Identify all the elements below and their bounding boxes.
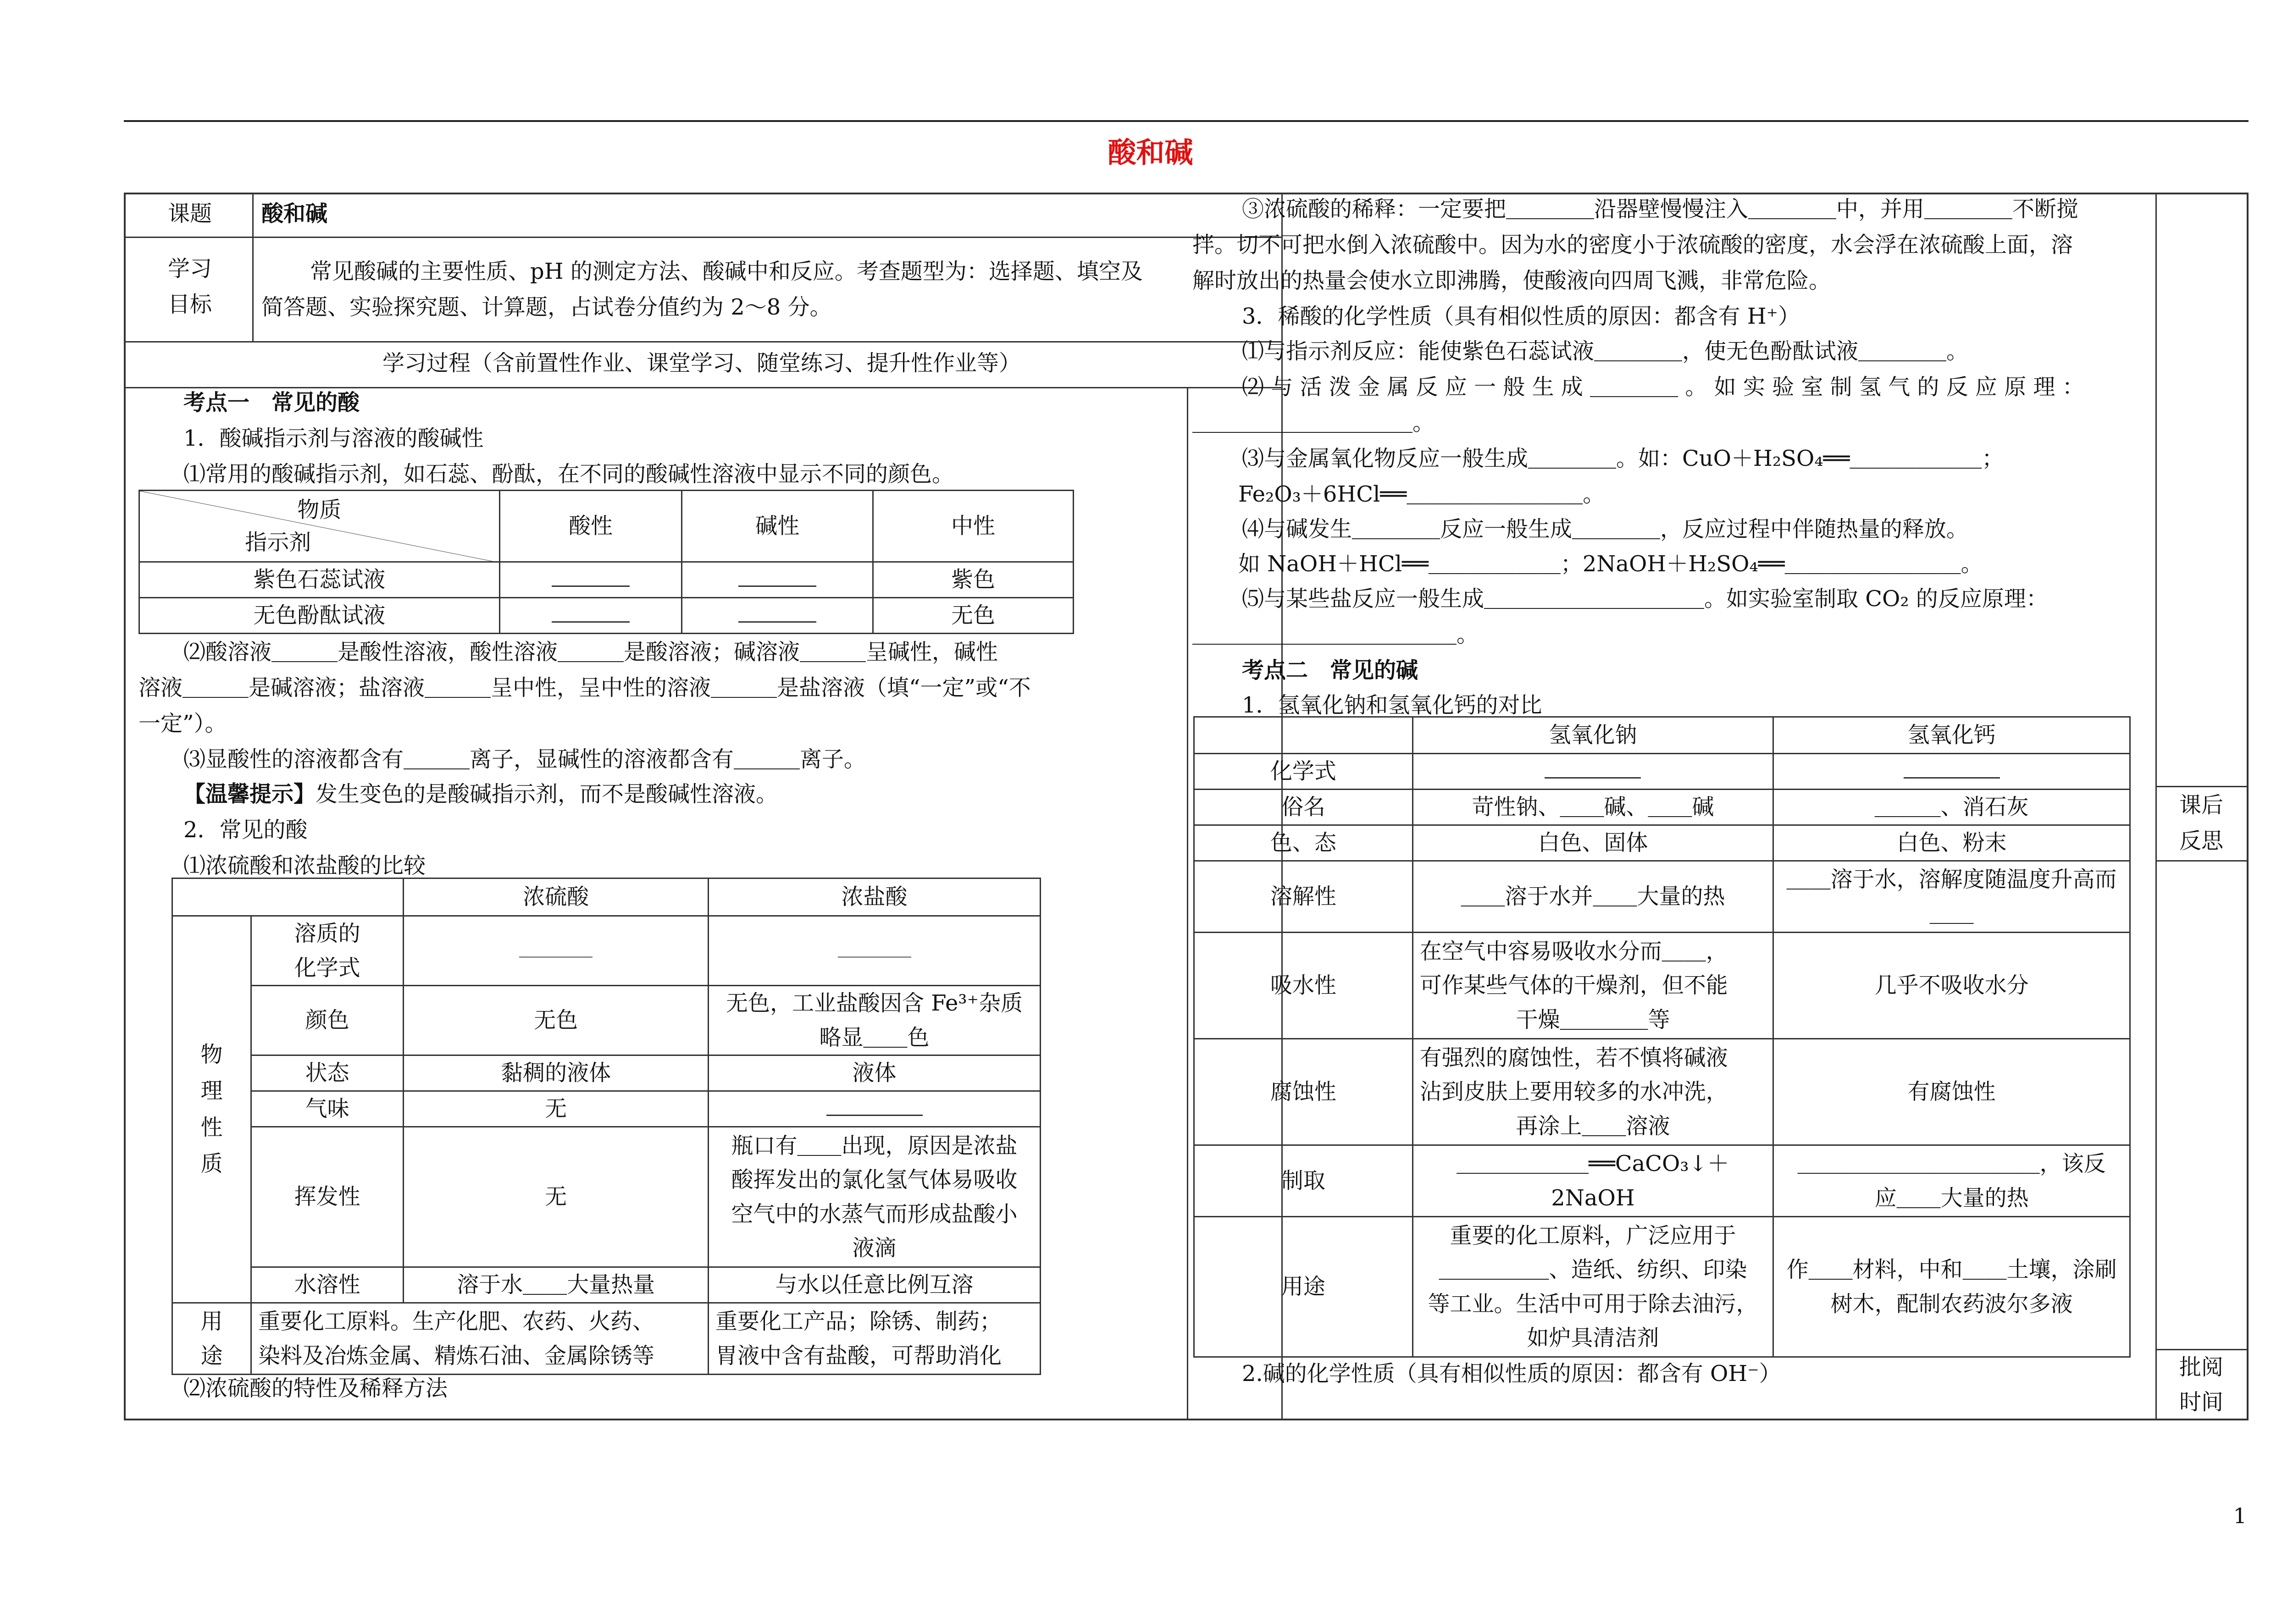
h2so4-solubility: 溶于水＿＿大量热量 — [404, 1267, 709, 1303]
acid-prop-4b: 如 NaOH＋HCl══＿＿＿＿＿＿；2NaOH＋H₂SO₄══＿＿＿＿＿＿＿＿。 — [1238, 551, 1983, 577]
hcl-vol-3: 空气中的水蒸气而形成盐酸小 — [731, 1201, 1018, 1227]
tip-text: 发生变色的是酸碱指示剂，而不是酸碱性溶液。 — [316, 781, 778, 807]
goal-row-line — [126, 341, 1282, 342]
hcl-color-2: 略显＿＿色 — [819, 1024, 930, 1050]
indicator-intro: ⑴常用的酸碱指示剂，如石蕊、酚酞，在不同的酸碱性溶液中显示不同的颜色。 — [183, 461, 954, 487]
row-volatile: 挥发性 — [251, 1127, 403, 1267]
row-formula — [251, 916, 403, 986]
acid-prop-2b: ＿＿＿＿＿＿＿＿＿＿。 — [1192, 410, 1435, 436]
indicator-table — [138, 490, 1074, 634]
naoh-abs-3: 干燥＿＿＿＿等 — [1516, 1006, 1670, 1033]
col-caoh: 氢氧化钙 — [1773, 717, 2130, 754]
phenol-base-blank — [682, 598, 873, 634]
hcl-use-2: 胃液中含有盐酸，可帮助消化 — [715, 1342, 1002, 1369]
row-use: 用途 — [1194, 1217, 1413, 1357]
page-number: 1 — [2233, 1503, 2247, 1528]
indicator-q3: ⑶显酸性的溶液都含有＿＿＿离子，显碱性的溶液都含有＿＿＿离子。 — [183, 746, 866, 772]
indicator-heading: 1．酸碱指示剂与溶液的酸碱性 — [183, 425, 484, 451]
section-base-heading: 考点二 常见的碱 — [1242, 657, 1418, 683]
fill-blank — [826, 1095, 923, 1116]
naoh-make-1: ＿＿＿＿＿＿══CaCO₃↓＋ — [1457, 1151, 1729, 1177]
naoh-dissolve: ＿＿溶于水并＿＿大量的热 — [1412, 861, 1773, 933]
fill-blank — [552, 602, 630, 623]
goal-text-2: 简答题、实验探究题、计算题，占试卷分值约为 2～8 分。 — [261, 294, 832, 320]
col-acid: 酸性 — [499, 491, 682, 562]
col-hcl: 浓盐酸 — [709, 878, 1041, 916]
page-title: 酸和碱 — [1108, 136, 1193, 169]
side-line-1 — [2155, 786, 2249, 787]
fill-blank — [738, 566, 816, 587]
naoh-formula-blank — [1412, 754, 1773, 790]
physical-props-group — [172, 916, 251, 1303]
fill-blank — [519, 937, 593, 958]
naoh-use-2: ＿＿＿＿＿、造纸、纺织、印染 — [1439, 1257, 1747, 1283]
naoh-common: 苛性钠、＿＿碱、＿＿碱 — [1412, 790, 1773, 825]
naoh-cor-2: 沾到皮肤上要用较多的水冲洗， — [1419, 1079, 1728, 1105]
acid-prop-5b: ＿＿＿＿＿＿＿＿＿＿＿＿。 — [1192, 622, 1479, 647]
h2so4-state: 黏稠的液体 — [404, 1055, 709, 1091]
diagonal-header-cell — [139, 491, 500, 562]
review-label-2: 时间 — [2179, 1389, 2223, 1415]
goal-label-1: 学习 — [167, 256, 212, 282]
acid-prop-3a: ⑶与金属氧化物反应一般生成＿＿＿＿。如：CuO＋H₂SO₄══＿＿＿＿＿＿； — [1242, 446, 2004, 471]
acid-prop-3b: Fe₂O₃＋6HCl══＿＿＿＿＿＿＿＿。 — [1238, 481, 1605, 507]
naoh-cor-1: 有强烈的腐蚀性，若不慎将碱液 — [1419, 1044, 1728, 1071]
h2so4-volatile: 无 — [404, 1127, 709, 1267]
caoh-common: ＿＿＿、消石灰 — [1773, 790, 2130, 825]
row-formula-2: 化学式 — [294, 955, 360, 981]
h2so4-dilution-heading: ⑵浓硫酸的特性及稀释方法 — [183, 1375, 448, 1401]
section-acid-heading: 考点一 常见的酸 — [183, 390, 360, 415]
h2so4-formula-blank — [404, 916, 709, 986]
tip-label: 【温馨提示】 — [183, 781, 316, 807]
goal-text-1: 常见酸碱的主要性质、pH 的测定方法、酸碱中和反应。考查题型为：选择题、填空及 — [310, 259, 1143, 284]
caoh-appearance: 白色、粉末 — [1773, 825, 2130, 861]
naoh-make — [1412, 1145, 1773, 1217]
naoh-corrode — [1412, 1039, 1773, 1145]
dilution-line1: ③浓硫酸的稀释：一定要把＿＿＿＿沿器壁慢慢注入＿＿＿＿中，并用＿＿＿＿不断搅 — [1242, 196, 2079, 222]
fill-blank — [838, 937, 911, 958]
naoh-abs-1: 在空气中容易吸收水分而＿＿， — [1419, 938, 1728, 964]
naoh-use-1: 重要的化工原料，广泛应用于 — [1450, 1222, 1736, 1248]
hcl-color-1: 无色，工业盐酸因含 Fe³⁺杂质 — [726, 990, 1023, 1016]
hcl-vol-4: 液滴 — [852, 1235, 897, 1261]
row-make: 制取 — [1194, 1145, 1413, 1217]
fill-blank — [552, 566, 630, 587]
naoh-make-2: 2NaOH — [1551, 1185, 1635, 1211]
litmus-acid-blank — [499, 562, 682, 598]
naoh-use-4: 如炉具清洁剂 — [1527, 1325, 1659, 1351]
naoh-cor-3: 再涂上＿＿溶液 — [1516, 1113, 1670, 1139]
hcl-smell-blank — [709, 1091, 1041, 1127]
caoh-use-1: 作＿＿材料，中和＿＿土壤，涂刷 — [1786, 1257, 2117, 1283]
caoh-make — [1773, 1145, 2130, 1217]
row-formula: 化学式 — [1194, 754, 1413, 790]
naoh-abs-2: 可作某些气体的干燥剂，但不能 — [1419, 972, 1728, 999]
litmus-base-blank — [682, 562, 873, 598]
dilute-acid-heading: 3．稀酸的化学性质（具有相似性质的原因：都含有 H⁺） — [1242, 304, 1800, 329]
col-neutral: 中性 — [873, 491, 1073, 562]
caoh-corrode: 有腐蚀性 — [1773, 1039, 2130, 1145]
caoh-formula-blank — [1773, 754, 2130, 790]
phenol-neutral: 无色 — [873, 598, 1073, 634]
acid-prop-5a: ⑸与某些盐反应一般生成＿＿＿＿＿＿＿＿＿＿。如实验室制取 CO₂ 的反应原理： — [1242, 586, 2048, 612]
naoh-use — [1412, 1217, 1773, 1357]
acid-prop-1: ⑴与指示剂反应：能使紫色石蕊试液＿＿＿＿，使无色酚酞试液＿＿＿＿。 — [1242, 338, 1969, 364]
side-line-2 — [2155, 860, 2249, 862]
reflect-label-2: 反思 — [2179, 828, 2223, 854]
hcl-formula-blank — [709, 916, 1041, 986]
common-acid-heading: 2．常见的酸 — [183, 817, 308, 843]
caoh-make-2: 应＿＿大量的热 — [1874, 1185, 2029, 1211]
row-state: 状态 — [251, 1055, 403, 1091]
tip-line — [183, 777, 778, 812]
caoh-use-2: 树木，配制农药波尔多液 — [1830, 1291, 2073, 1317]
group-label: 物理性质 — [200, 1042, 223, 1177]
row-use — [172, 1303, 251, 1375]
litmus-neutral: 紫色 — [873, 562, 1073, 598]
dilution-line2: 拌。切不可把水倒入浓硫酸中。因为水的密度小于浓硫酸的密度，水会浮在浓硫酸上面，溶 — [1192, 232, 2073, 258]
caoh-use — [1773, 1217, 2130, 1357]
caoh-dis-1: ＿＿溶于水，溶解度随温度升高而 — [1786, 867, 2117, 893]
caoh-dis-2: ＿＿ — [1929, 900, 1974, 927]
hcl-state: 液体 — [709, 1055, 1041, 1091]
naoh-use-3: 等工业。生活中可用于除去油污， — [1428, 1291, 1758, 1317]
fill-blank — [738, 602, 816, 623]
caoh-dissolve — [1773, 861, 2130, 933]
h2so4-color: 无色 — [404, 986, 709, 1055]
row-smell: 气味 — [251, 1091, 403, 1127]
indicator-q2-line3: 一定”）。 — [138, 711, 227, 736]
row-absorb: 吸水性 — [1194, 933, 1413, 1039]
indicator-q2-line2: 溶液＿＿＿是碱溶液；盐溶液＿＿＿呈中性，呈中性的溶液＿＿＿是盐溶液（填“一定”或“不 — [138, 675, 1031, 701]
row-litmus: 紫色石蕊试液 — [139, 562, 500, 598]
base-compare-heading: 1．氢氧化钠和氢氧化钙的对比 — [1242, 692, 1542, 718]
acid-compare-heading: ⑴浓硫酸和浓盐酸的比较 — [183, 853, 426, 878]
blank-corner — [1194, 717, 1413, 754]
fill-blank — [1545, 757, 1641, 779]
col-base: 碱性 — [682, 491, 873, 562]
row-solubility: 水溶性 — [251, 1267, 403, 1303]
h2so4-use-2: 染料及冶炼金属、精炼石油、金属除锈等 — [258, 1342, 654, 1369]
hcl-use — [709, 1303, 1041, 1375]
naoh-appearance: 白色、固体 — [1412, 825, 1773, 861]
diag-top-label: 物质 — [297, 497, 342, 523]
hcl-vol-2: 酸挥发出的氯化氢气体易吸收 — [731, 1167, 1018, 1193]
naoh-absorb — [1412, 933, 1773, 1039]
blank-corner — [172, 878, 404, 916]
use-label-1: 用 — [200, 1309, 223, 1335]
row-appearance: 色、态 — [1194, 825, 1413, 861]
row-color: 颜色 — [251, 986, 403, 1055]
caoh-make-1: ＿＿＿＿＿＿＿＿＿＿＿，该反 — [1797, 1151, 2106, 1177]
hcl-solubility: 与水以任意比例互溶 — [709, 1267, 1041, 1303]
topic-value: 酸和碱 — [261, 201, 328, 226]
row-common-name: 俗名 — [1194, 790, 1413, 825]
review-label-1: 批阅 — [2179, 1354, 2223, 1380]
h2so4-smell: 无 — [404, 1091, 709, 1127]
hcl-vol-1: 瓶口有＿＿出现，原因是浓盐 — [731, 1132, 1018, 1159]
process-heading: 学习过程（含前置性作业、课堂学习、随堂练习、提升性作业等） — [382, 350, 1021, 376]
col-h2so4: 浓硫酸 — [404, 878, 709, 916]
use-label-2: 途 — [200, 1342, 223, 1369]
hcl-use-1: 重要化工产品；除锈、制药； — [715, 1309, 1002, 1335]
label-col-divider — [252, 194, 254, 341]
goal-label-2: 目标 — [167, 292, 212, 317]
topic-row-line — [126, 237, 1282, 238]
header-rule — [124, 120, 2249, 122]
row-phenolphthalein: 无色酚酞试液 — [139, 598, 500, 634]
phenol-acid-blank — [499, 598, 682, 634]
fill-blank — [1904, 757, 2000, 779]
dilution-line3: 解时放出的热量会使水立即沸腾，使酸液向四周飞溅，非常危险。 — [1192, 268, 1831, 293]
indicator-q2-line1: ⑵酸溶液＿＿＿是酸性溶液，酸性溶液＿＿＿是酸溶液；碱溶液＿＿＿呈碱性，碱性 — [183, 639, 998, 665]
acid-prop-4a: ⑷与碱发生＿＿＿＿反应一般生成＿＿＿＿，反应过程中伴随热量的释放。 — [1242, 516, 1969, 542]
left-inner-divider — [1187, 387, 1188, 1420]
row-corrode: 腐蚀性 — [1194, 1039, 1413, 1145]
h2so4-use — [251, 1303, 708, 1375]
hcl-volatile — [709, 1127, 1041, 1267]
h2so4-use-1: 重要化工原料。生产化肥、农药、火药、 — [258, 1309, 654, 1335]
base-compare-table — [1193, 716, 2131, 1358]
row-formula-1: 溶质的 — [294, 921, 360, 947]
acid-compare-table — [172, 878, 1041, 1375]
row-dissolve: 溶解性 — [1194, 861, 1413, 933]
topic-label: 课题 — [167, 201, 212, 226]
hcl-color — [709, 986, 1041, 1055]
caoh-absorb: 几乎不吸收水分 — [1773, 933, 2130, 1039]
diag-bottom-label: 指示剂 — [245, 529, 311, 555]
acid-prop-2a: ⑵ 与 活 泼 金 属 反 应 一 般 生 成 ＿＿＿＿ 。 如 实 验 室 制 氢 气 的 反 应 原 理 ： — [1242, 374, 2084, 400]
reflect-label-1: 课后 — [2179, 792, 2223, 818]
col-naoh: 氢氧化钠 — [1412, 717, 1773, 754]
base-chem-props-heading: 2.碱的化学性质（具有相似性质的原因：都含有 OH⁻） — [1242, 1361, 1781, 1386]
